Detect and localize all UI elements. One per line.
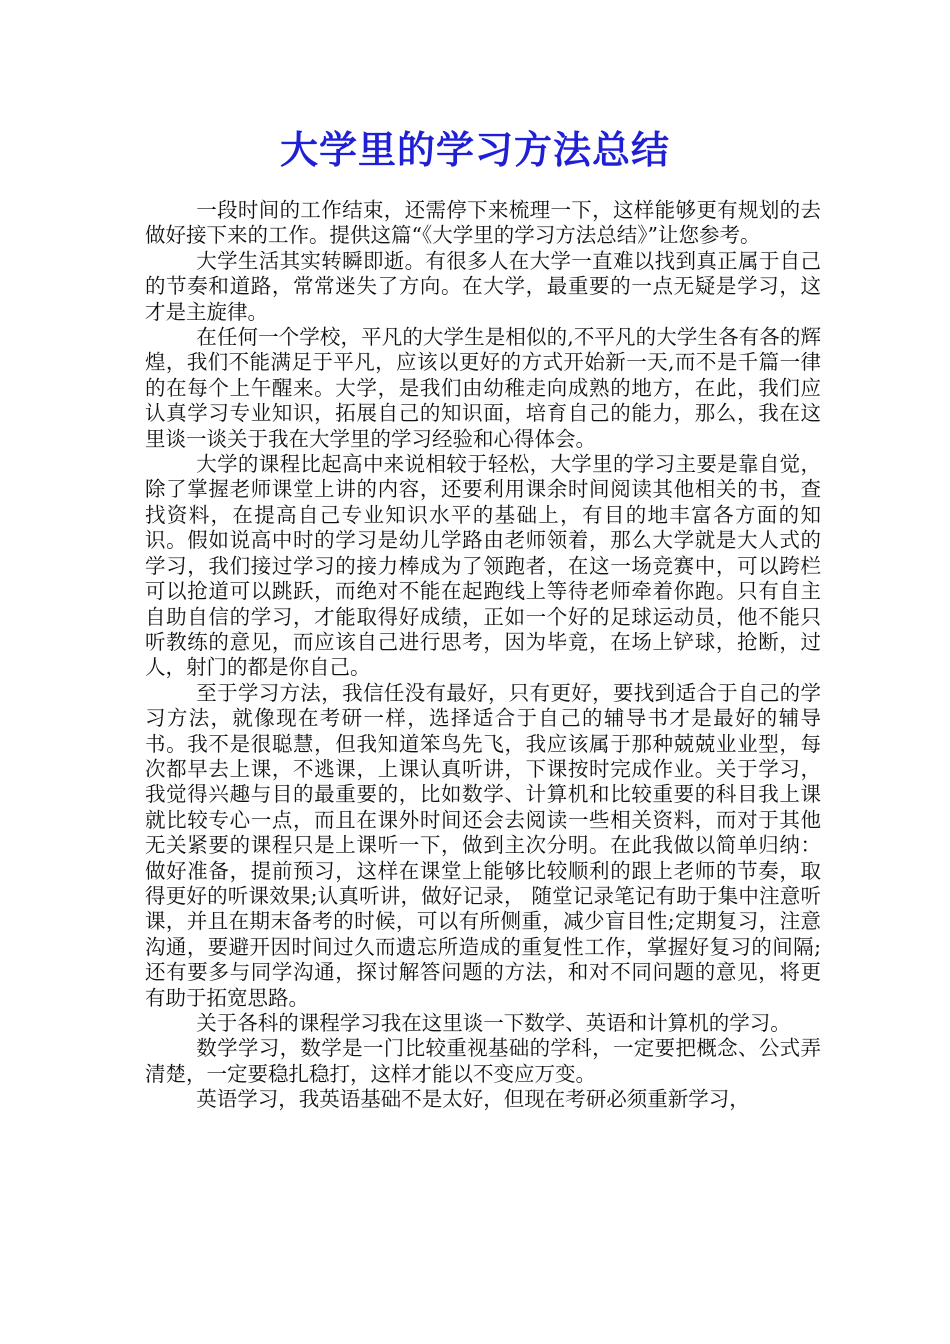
paragraph-intro: 一段时间的工作结束，还需停下来梳理一下，这样能够更有规划的去做好接下来的工作。提供这篇“《大学里的学习方法总结》”让您参考。 [145,198,821,248]
paragraph: 在任何一个学校，平凡的大学生是相似的,不平凡的大学生各有各的辉煌，我们不能满足于平凡，应该以更好的方式开始新一天,而不是千篇一律的在每个上午醒来。大学，是我们由幼稚走向成熟的地方，在此，我们应认真学习专业知识，拓展自己的知识面，培育自己的能力，那么，我在这里谈一谈关于我在大学里的学习经验和心得体会。 [145,325,821,451]
document-title: 大学里的学习方法总结 [279,127,670,172]
paragraph: 数学学习，数学是一门比较重视基础的学科，一定要把概念、公式弄清楚，一定要稳扎稳打，这样才能以不变应万变。 [145,1036,821,1086]
document-body [145,198,821,1113]
paragraph: 大学的课程比起高中来说相较于轻松，大学里的学习主要是靠自觉，除了掌握老师课堂上讲的内容，还要利用课余时间阅读其他相关的书，查找资料，在提高自己专业知识水平的基础上，有目的地丰富各方面的知识。假如说高中时的学习是幼儿学路由老师领着，那么大学就是大人式的学习，我们接过学习的接力棒成为了领跑者，在这一场竞赛中，可以跨栏可以抢道可以跳跃，而绝对不能在起跑线上等待老师牵着你跑。只有自主自助自信的学习，才能取得好成绩，正如一个好的足球运动员，他不能只听教练的意见，而应该自己进行思考，因为毕竟，在场上铲球，抢断，过人，射门的都是你自己。 [145,452,821,680]
paragraph: 大学生活其实转瞬即逝。有很多人在大学一直难以找到真正属于自己的节奏和道路，常常迷失了方向。在大学，最重要的一点无疑是学习，这才是主旋律。 [145,248,821,324]
paragraph: 英语学习，我英语基础不是太好，但现在考研必须重新学习， [196,1087,750,1112]
paragraph: 关于各科的课程学习我在这里谈一下数学、英语和计算机的学习。 [196,1011,791,1035]
paragraph: 至于学习方法，我信任没有最好，只有更好，要找到适合于自己的学习方法，就像现在考研一样，选择适合于自己的辅导书才是最好的辅导书。我不是很聪慧，但我知道笨鸟先飞，我应该属于那种兢兢业业型，每次都早去上课，不逃课，上课认真听讲，下课按时完成作业。关于学习，我觉得兴趣与目的最重要的，比如数学、计算机和比较重要的科目我上课就比较专心一点，而且在课外时间还会去阅读一些相关资料，而对于其他无关紧要的课程只是上课听一下，做到主次分明。在此我做以简单归纳：做好准备，提前预习，这样在课堂上能够比较顺利的跟上老师的节奏，取得更好的听课效果;认真听讲，做好记录， 随堂记录笔记有助于集中注意听课，并且在期末备考的时候，可以有所侧重，减少盲目性;定期复习，注意沟通，要避开因时间过久而遗忘所造成的重复性工作，掌握好复习的间隔;还有要多与同学沟通，探讨解答问题的方法，和对不同问题的意见，将更有助于拓宽思路。 [145,680,821,1010]
